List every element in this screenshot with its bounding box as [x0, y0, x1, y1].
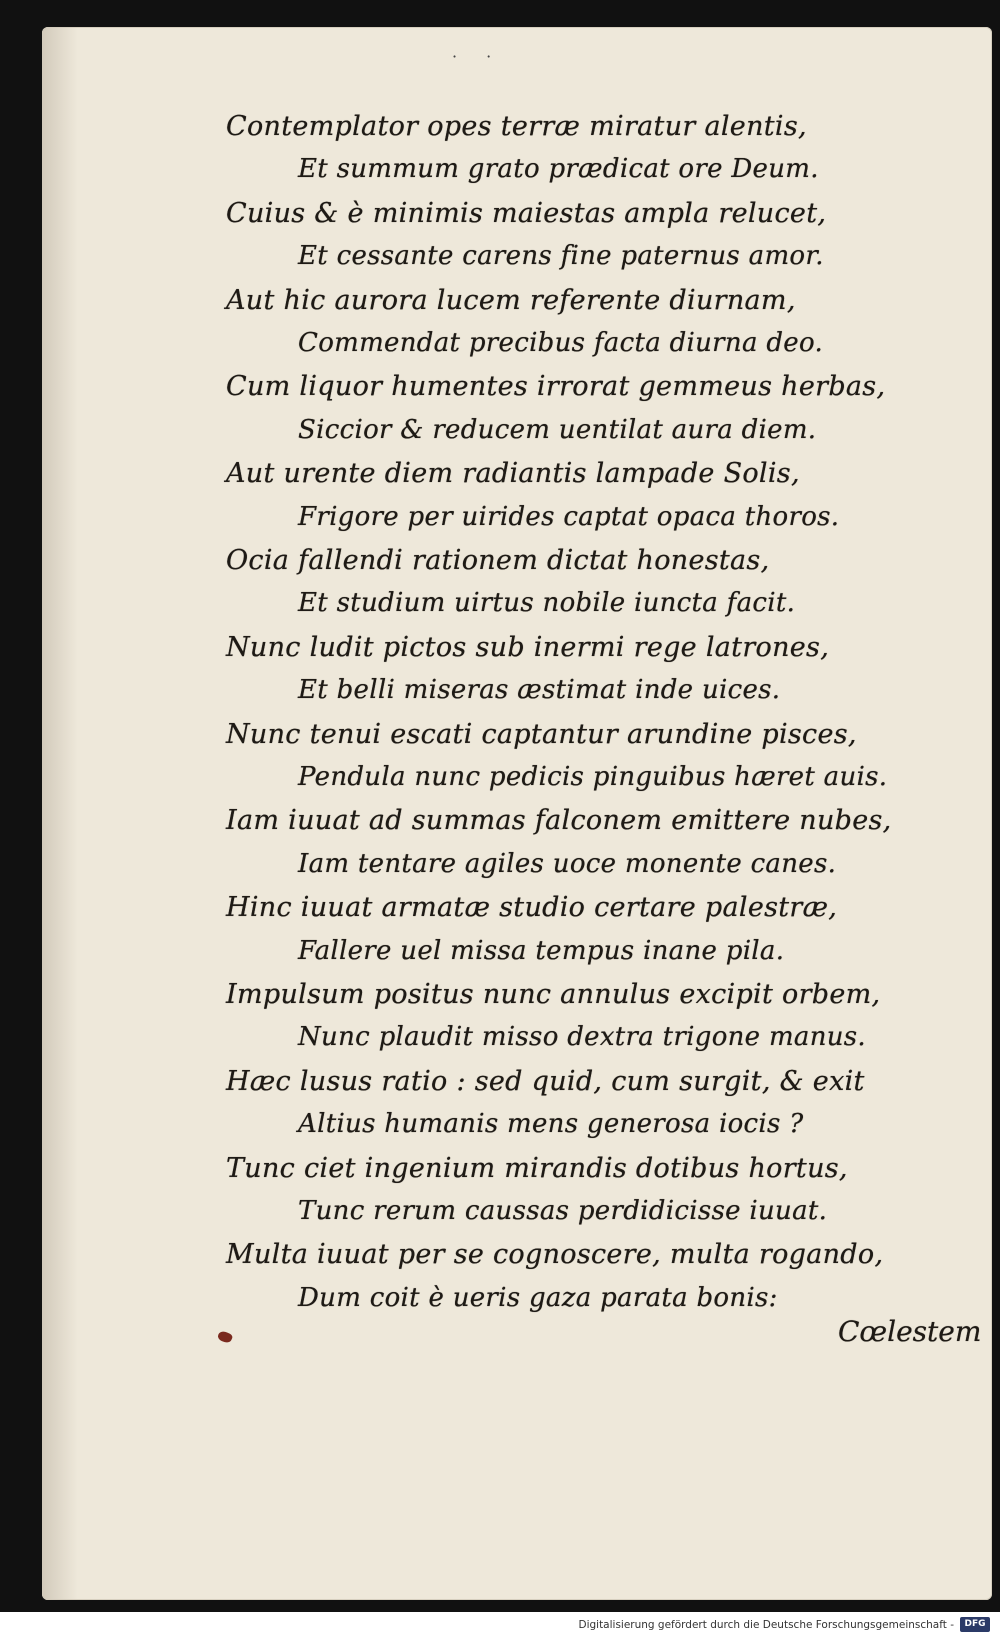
poem-line: Contemplator opes terræ miratur alentis, [226, 111, 807, 142]
poem-line: Et cessante carens fine paternus amor. [298, 241, 824, 271]
digitization-footer [0, 1612, 1000, 1638]
page-gutter-shadow [42, 27, 78, 1600]
footer-credit: Digitalisierung gefördert durch die Deutsche Forschungsgemeinschaft - [578, 1619, 954, 1631]
dfg-logo: DFG [960, 1617, 990, 1632]
poem-line: Hinc iuuat armatæ studio certare palestræ, [226, 892, 838, 923]
poem-line: Impulsum positus nunc annulus excipit orbem, [226, 979, 881, 1010]
poem-line: Aut hic aurora lucem referente diurnam, [226, 285, 796, 316]
poem-line: Iam iuuat ad summas falconem emittere nubes, [226, 805, 892, 836]
poem-line: Nunc tenui escati captantur arundine pisces, [226, 719, 857, 750]
poem-line: Hæc lusus ratio : sed quid, cum surgit, & exit [226, 1066, 865, 1097]
poem-line: Et studium uirtus nobile iuncta facit. [298, 588, 796, 618]
poem-line: Multa iuuat per se cognoscere, multa rogando, [226, 1239, 884, 1270]
poem-line: Cum liquor humentes irrorat gemmeus herbas, [226, 371, 886, 402]
poem-line: Fallere uel missa tempus inane pila. [298, 936, 785, 966]
poem-line: Et summum grato prædicat ore Deum. [298, 154, 819, 184]
poem-line: Frigore per uirides captat opaca thoros. [298, 502, 840, 532]
poem-line: Dum coit è ueris gaza parata bonis: [298, 1283, 778, 1313]
catchword: Cœlestem [838, 1315, 982, 1348]
poem-line: Commendat precibus facta diurna deo. [298, 328, 824, 358]
poem-line: Aut urente diem radiantis lampade Solis, [226, 458, 800, 489]
poem-line: Cuius & è minimis maiestas ampla relucet, [226, 198, 827, 229]
poem-line: Tunc ciet ingenium mirandis dotibus hortus, [226, 1153, 848, 1184]
poem-line: Pendula nunc pedicis pinguibus hæret auis. [298, 762, 888, 792]
poem-line: Ocia fallendi rationem dictat honestas, [226, 545, 770, 576]
printer-marks: · · [452, 47, 504, 66]
red-ink-mark [217, 1330, 234, 1345]
poem-line: Nunc ludit pictos sub inermi rege latrones, [226, 632, 830, 663]
poem-line: Tunc rerum caussas perdidicisse iuuat. [298, 1196, 828, 1226]
poem-line: Et belli miseras æstimat inde uices. [298, 675, 781, 705]
poem-line: Iam tentare agiles uoce monente canes. [298, 849, 837, 879]
poem-line: Siccior & reducem uentilat aura diem. [298, 415, 817, 445]
poem-line: Nunc plaudit misso dextra trigone manus. [298, 1022, 866, 1052]
poem-line: Altius humanis mens generosa iocis ? [298, 1109, 804, 1139]
book-page [42, 27, 992, 1600]
